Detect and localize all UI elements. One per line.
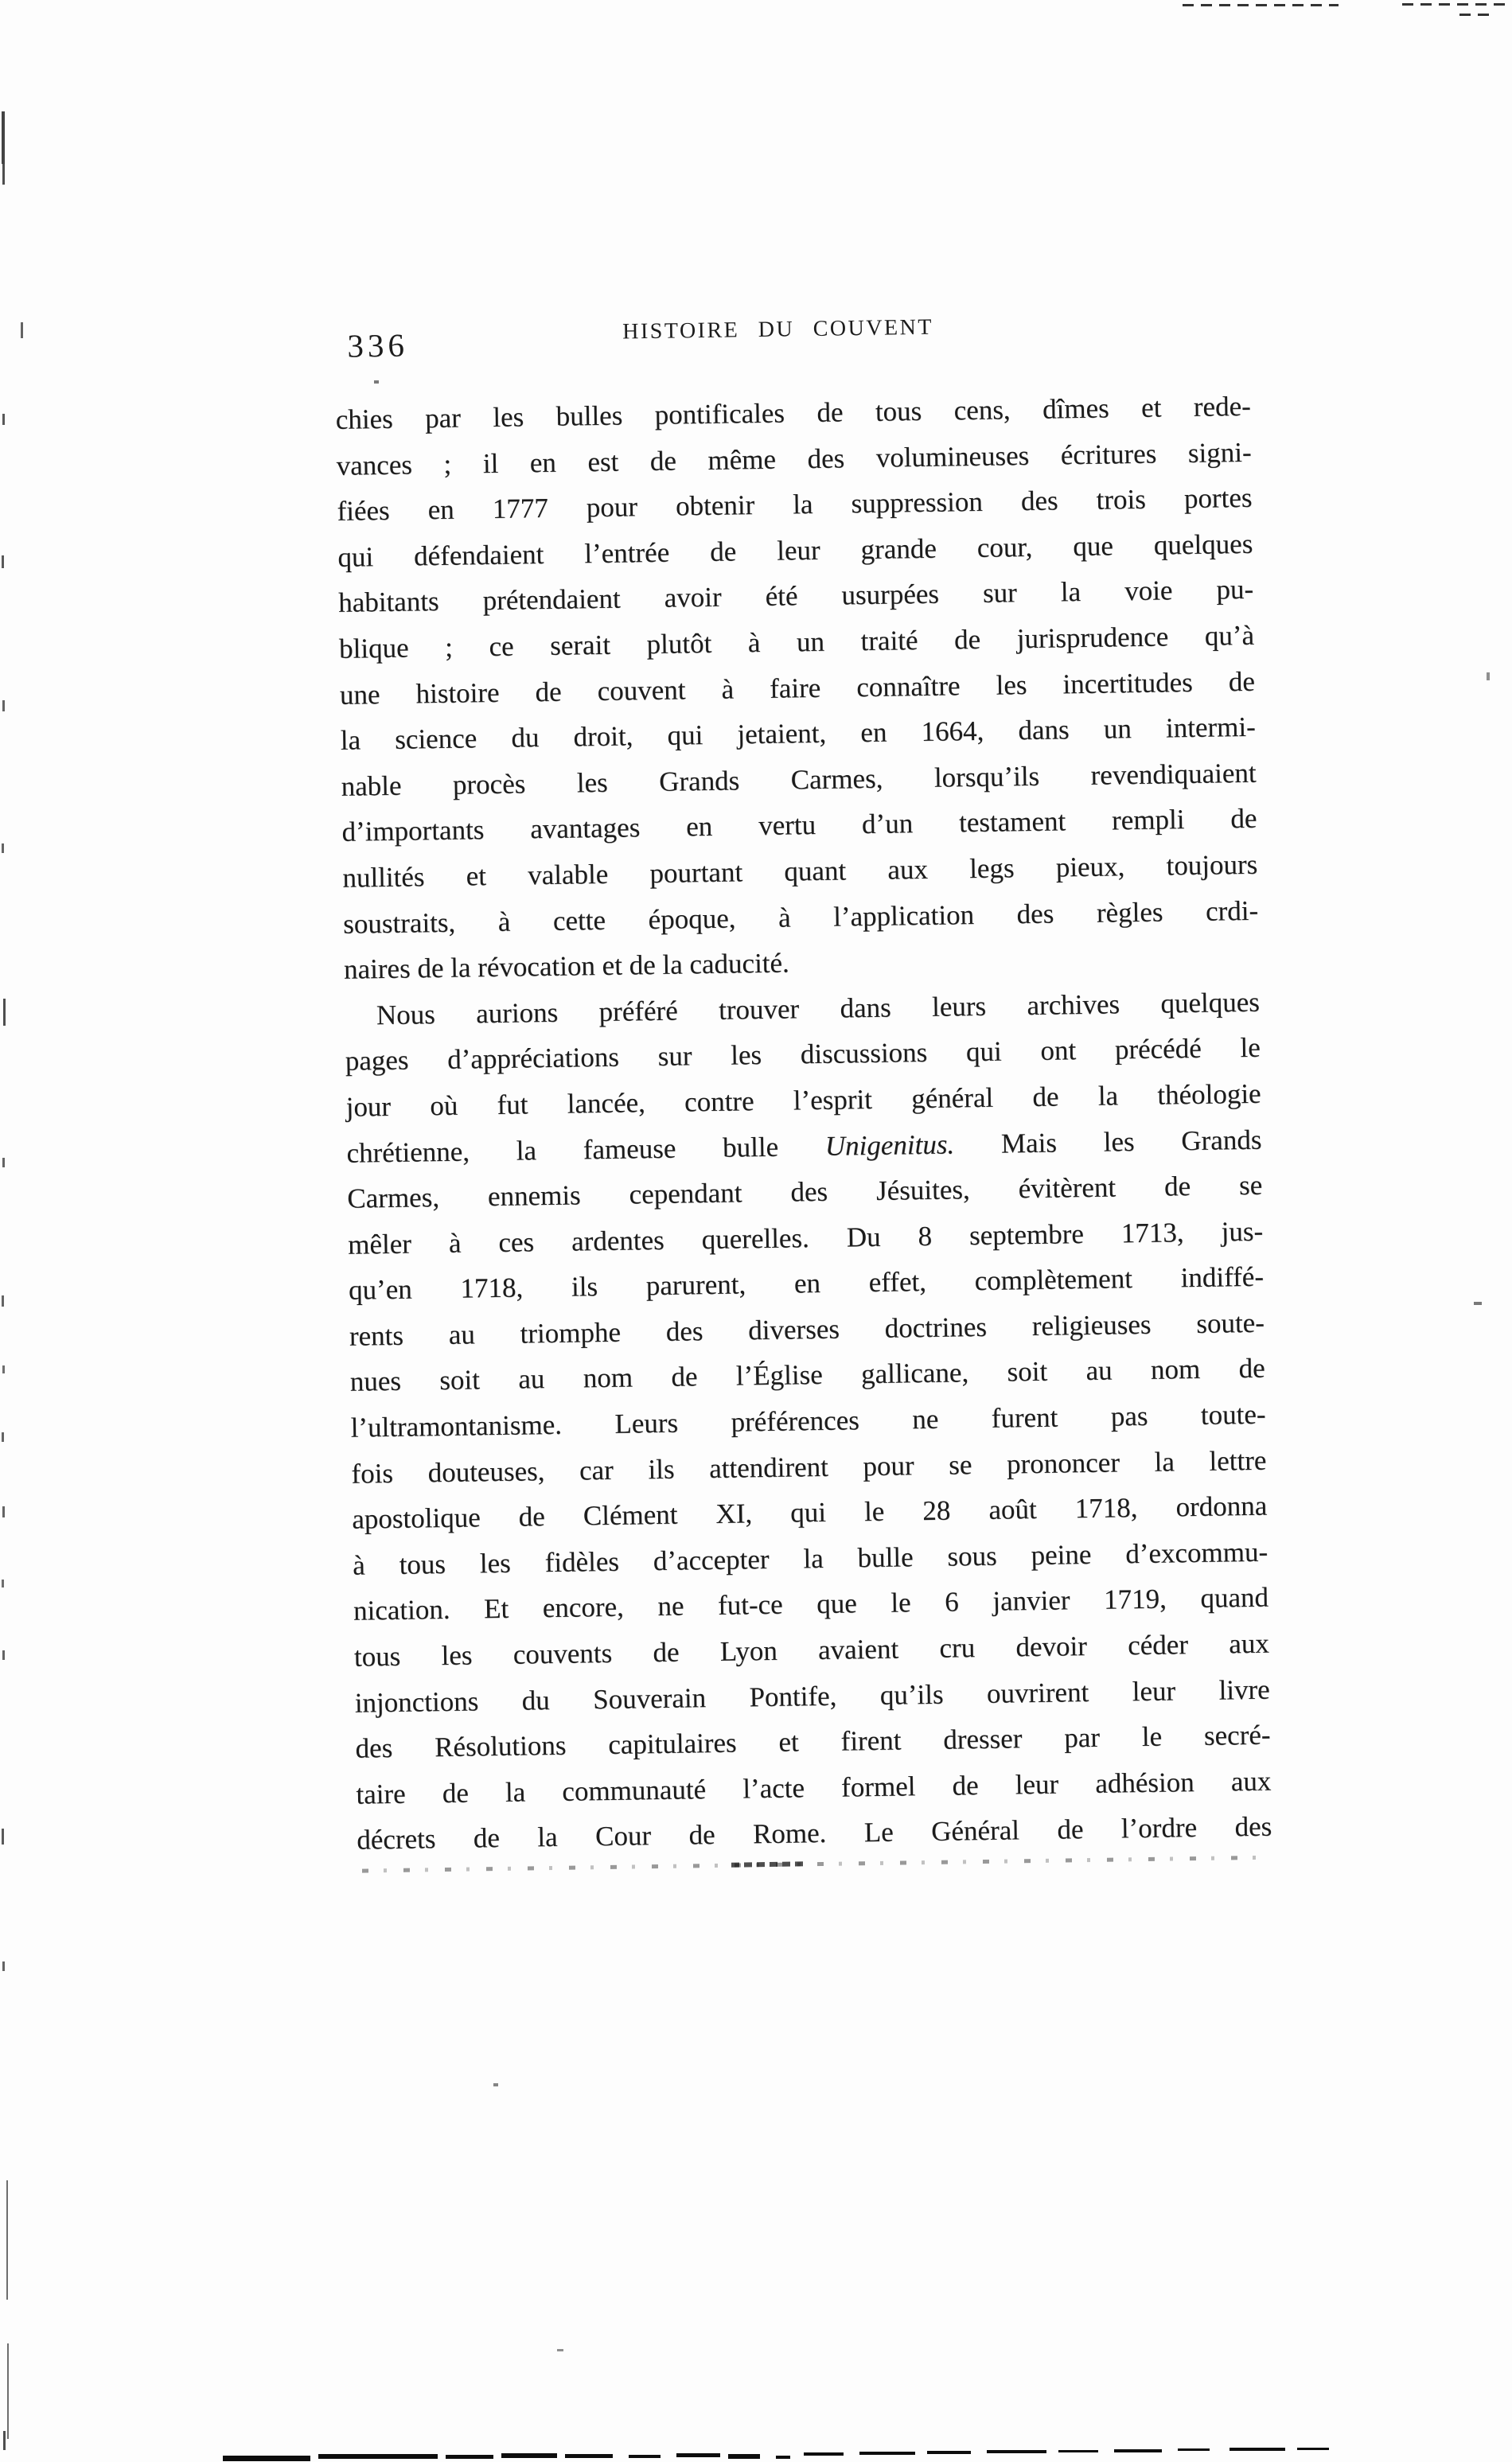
scan-artifact-bottom-bar: [987, 2450, 1046, 2453]
scan-artifact: [2, 1158, 5, 1167]
text-line: qui défendaient l’entrée de leur grande cour, que quelques: [337, 528, 1253, 573]
text-line: apostolique de Clément XI, qui le 28 août 1718, ordonna: [352, 1490, 1268, 1535]
scan-artifact-bottom-bar: [804, 2452, 844, 2456]
scan-artifact: [2, 164, 5, 185]
scan-artifact-bottom-bar: [1229, 2448, 1285, 2451]
scan-artifact: [493, 2083, 498, 2086]
paragraph: [345, 979, 1272, 1863]
scan-artifact-bottom-bar: [1058, 2450, 1098, 2452]
text-line: jour où fut lancée, contre l’esprit général de la théologie: [345, 1077, 1261, 1123]
page-text: [335, 384, 1272, 1864]
scan-artifact-bottom-bar: [565, 2454, 613, 2458]
text-line: nable procès les Grands Carmes, lorsqu’ils revendiquaient: [341, 757, 1257, 802]
scan-artifact: [2, 700, 5, 711]
scan-artifact: [2, 1506, 5, 1517]
text-line: blique ; ce serait plutôt à un traité de jurisprudence qu’à: [338, 619, 1255, 664]
scan-artifact-bottom-bar: [676, 2453, 720, 2457]
italic-term: Unigenitus.: [824, 1128, 955, 1162]
scan-artifact: [21, 322, 23, 338]
page-number: 336: [347, 326, 409, 364]
scan-artifact-bottom-bar: [501, 2453, 557, 2458]
scan-artifact-bottom-bar: [728, 2454, 760, 2459]
text-line: Carmes, ennemis cependant des Jésuites, évitèrent de se: [347, 1169, 1263, 1214]
scan-artifact: [2, 843, 4, 853]
scan-artifact: [2, 1432, 4, 1442]
scan-artifact: [3, 999, 6, 1026]
scan-artifact-dashes: [1402, 3, 1512, 6]
scan-artifact-bottom-bar: [776, 2456, 790, 2459]
scan-artifact: [7, 2343, 9, 2439]
scan-artifact: [6, 2180, 8, 2300]
scan-artifact: [2, 555, 4, 568]
scan-artifact: [1474, 1302, 1482, 1305]
scan-artifact: [374, 380, 379, 384]
text-line: Nous aurions préféré trouver dans leurs archives quelques: [376, 986, 1261, 1030]
text-line: qu’en 1718, ils parurent, en effet, complètement indiffé-: [348, 1260, 1265, 1307]
text-line: naires de la révocation et de la caducité.: [343, 947, 790, 985]
running-title: HISTOIRE DU COUVENT: [622, 314, 934, 345]
text-line: tous les couvents de Lyon avaient cru devoir céder aux: [353, 1627, 1270, 1673]
scan-artifact-bottom-bar: [1297, 2448, 1329, 2450]
text-line: fiées en 1777 pour obtenir la suppression des trois portes: [337, 481, 1253, 528]
scan-artifact: [2, 1650, 5, 1660]
scan-artifact: [557, 2349, 563, 2351]
text-line: l’ultramontanisme. Leurs préférences ne furent pas toute-: [350, 1398, 1266, 1443]
scan-artifact-bottom-bar: [927, 2451, 971, 2454]
text-line: d’importants avantages en vertu d’un testament rempli de: [341, 803, 1257, 848]
scan-artifact: [2, 1829, 4, 1845]
scan-artifact: [2, 1365, 5, 1373]
scan-artifact: [1487, 672, 1490, 680]
scan-artifact: [2, 111, 5, 164]
page-content: [334, 307, 1272, 1864]
text-line: soustraits, à cette époque, à l’application des règles crdi-: [342, 894, 1259, 940]
scan-artifact-bottom-bar: [859, 2452, 915, 2455]
text-line: injonctions du Souverain Pontife, qu’ils ouvrirent leur livre: [354, 1673, 1270, 1719]
text-line: chies par les bulles pontificales de tous cens, dîmes et rede-: [335, 390, 1252, 435]
scan-artifact: [2, 1295, 4, 1307]
scan-artifact: [2, 1580, 4, 1587]
scan-artifact-bottom-bar: [1114, 2449, 1162, 2452]
text-line: une histoire de couvent à faire connaître les incertitudes de: [339, 665, 1256, 711]
text-line: nullités et valable pourtant quant aux legs pieux, toujours: [342, 848, 1258, 894]
text-line: pages d’appréciations sur les discussions qui ont précédé le: [345, 1032, 1261, 1077]
scan-artifact-dashes: [1459, 14, 1491, 16]
text-line: habitants prétendaient avoir été usurpées sur la voie pu-: [337, 574, 1254, 619]
text-line: décrets de la Cour de Rome. Le Général de l’ordre des: [357, 1811, 1272, 1856]
text-line: rents au triomphe des diverses doctrines religieuses soute-: [349, 1307, 1265, 1352]
text-line: à tous les fidèles d’accepter la bulle sous peine d’excommu-: [352, 1536, 1268, 1581]
scan-artifact: [2, 414, 5, 425]
text-line: chrétienne, la fameuse bulle Unigenitus. Mais les Grands: [346, 1124, 1262, 1169]
page-header: [334, 307, 1250, 397]
text-line: fois douteuses, car ils attendirent pour se prononcer la lettre: [351, 1444, 1267, 1490]
text-line: taire de la communauté l’acte formel de leur adhésion aux: [356, 1765, 1272, 1810]
scan-artifact-bottom-bar: [629, 2455, 661, 2458]
scan-artifact: [3, 2431, 6, 2450]
text-line: la science du droit, qui jetaient, en 1664, dans un intermi-: [340, 711, 1256, 756]
text-line: mêler à ces ardentes querelles. Du 8 septembre 1713, jus-: [347, 1215, 1264, 1260]
text-line: des Résolutions capitulaires et firent dresser par le secré-: [355, 1719, 1271, 1764]
text-line: nues soit au nom de l’Église gallicane, soit au nom de: [349, 1353, 1265, 1398]
paragraph: [335, 384, 1259, 993]
scan-artifact-bottom-bar: [446, 2455, 493, 2459]
text-line: vances ; il en est de même des volumineuses écritures signi-: [336, 436, 1252, 481]
scan-residue-blob: [731, 1861, 807, 1867]
scan-artifact-bottom-bar: [223, 2456, 310, 2461]
scan-artifact-dashes: [1183, 4, 1339, 6]
scan-artifact-bottom-bar: [1178, 2448, 1210, 2451]
text-line: nication. Et encore, ne fut-ce que le 6 janvier 1719, quand: [353, 1582, 1269, 1627]
scan-artifact: [2, 1961, 5, 1971]
scan-artifact-bottom-bar: [318, 2454, 438, 2459]
